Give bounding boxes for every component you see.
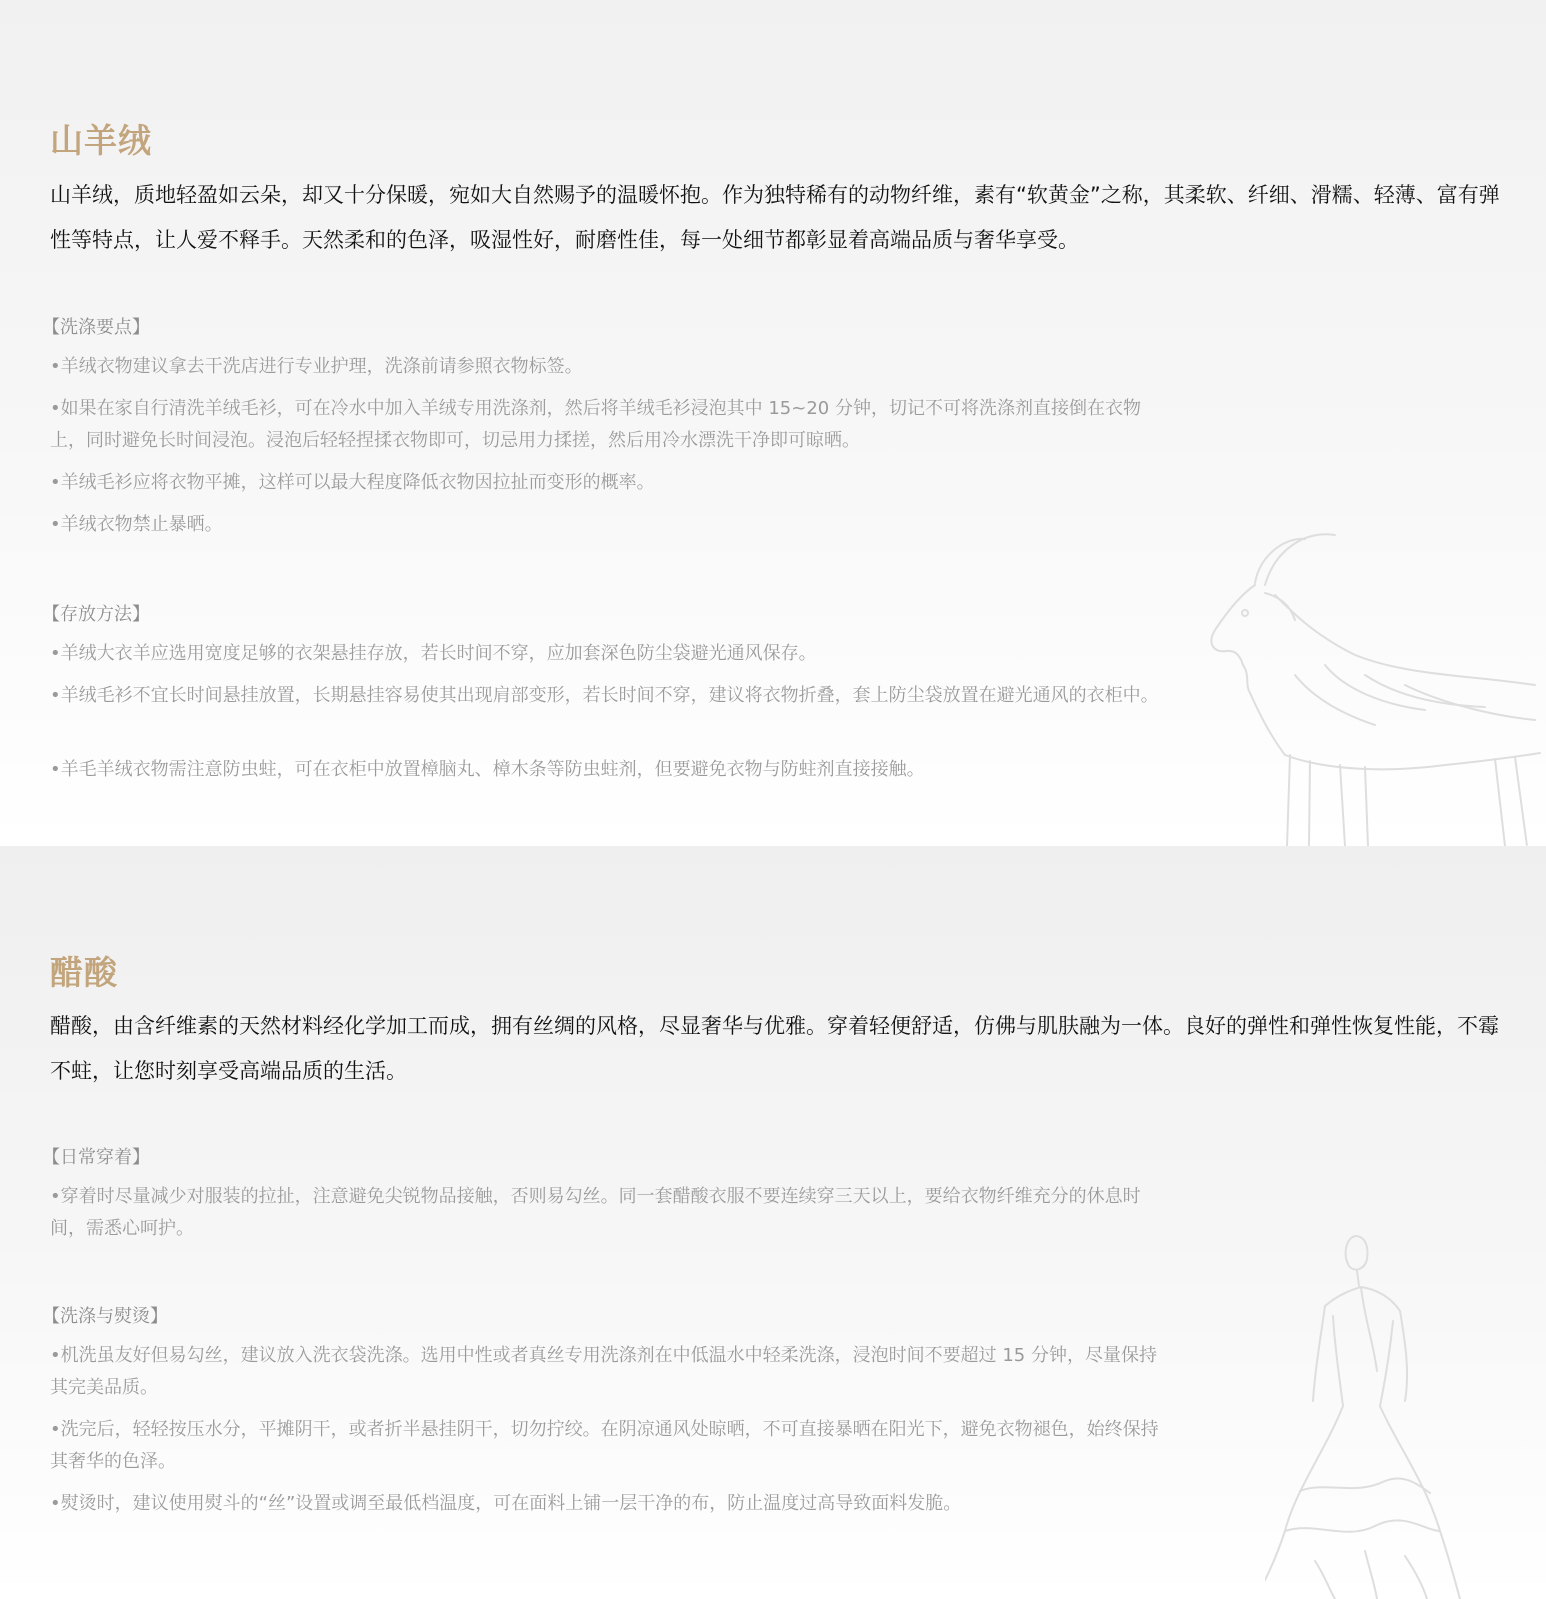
list-item: • 羊毛羊绒衣物需注意防虫蛀，可在衣柜中放置樟脑丸、樟木条等防虫蛀剂，但要避免衣物与防蛀剂直接接触。 (50, 754, 1160, 786)
group-heading-daily-wear: 【日常穿着】 (42, 1147, 150, 1168)
list-item: • 穿着时尽量减少对服装的拉扯，注意避免尖锐物品接触，否则易勾丝。同一套醋酸衣服不要连续穿三天以上，要给衣物纤维充分的休息时间，需悉心呵护。 (50, 1181, 1160, 1245)
section-intro: 山羊绒，质地轻盈如云朵，却又十分保暖，宛如大自然赐予的温暖怀抱。作为独特稀有的动物纤维，素有“软黄金”之称，其柔软、纤细、滑糯、轻薄、富有弹性等特点，让人爱不释手。天然柔和的色泽，吸湿性好，耐磨性佳，每一处细节都彰显着高端品质与奢华享受。 (50, 183, 1500, 252)
group-heading-washing: 【洗涤要点】 (42, 317, 150, 338)
section-title: 醋酸 (50, 953, 118, 992)
list-item: • 如果在家自行清洗羊绒毛衫，可在冷水中加入羊绒专用洗涤剂，然后将羊绒毛衫浸泡其中 15~20 分钟，切记不可将洗涤剂直接倒在衣物上，同时避免长时间浸泡。浸泡后轻轻捏揉衣物即可，切忌用力揉搓，然后用冷水漂洗干净即可晾晒。 (50, 393, 1160, 457)
list-item: • 洗完后，轻轻按压水分，平摊阴干，或者折半悬挂阴干，切勿拧绞。在阴凉通风处晾晒，不可直接暴晒在阳光下，避免衣物褪色，始终保持其奢华的色泽。 (50, 1414, 1160, 1478)
list-item: • 羊绒衣物建议拿去干洗店进行专业护理，洗涤前请参照衣物标签。 (50, 351, 1160, 383)
list-item: • 羊绒大衣羊应选用宽度足够的衣架悬挂存放，若长时间不穿，应加套深色防尘袋避光通风保存。 (50, 638, 1160, 670)
goat-illustration (1205, 525, 1546, 846)
list-item: • 机洗虽友好但易勾丝，建议放入洗衣袋洗涤。选用中性或者真丝专用洗涤剂在中低温水中轻柔洗涤，浸泡时间不要超过 15 分钟，尽量保持其完美品质。 (50, 1340, 1160, 1404)
section-title: 山羊绒 (50, 121, 152, 160)
list-item: • 羊绒毛衫不宜长时间悬挂放置，长期悬挂容易使其出现肩部变形，若长时间不穿，建议将衣物折叠，套上防尘袋放置在避光通风的衣柜中。 (50, 680, 1160, 712)
group-heading-storage: 【存放方法】 (42, 604, 150, 625)
fashion-figure-illustration (1265, 1231, 1465, 1599)
group-heading-wash-iron: 【洗涤与熨烫】 (42, 1306, 168, 1327)
list-item: • 羊绒毛衫应将衣物平摊，这样可以最大程度降低衣物因拉扯而变形的概率。 (50, 467, 1160, 499)
section-intro: 醋酸，由含纤维素的天然材料经化学加工而成，拥有丝绸的风格，尽显奢华与优雅。穿着轻便舒适，仿佛与肌肤融为一体。良好的弹性和弹性恢复性能，不霉不蛀，让您时刻享受高端品质的生活。 (50, 1014, 1499, 1083)
list-item: • 熨烫时，建议使用熨斗的“丝”设置或调至最低档温度，可在面料上铺一层干净的布，防止温度过高导致面料发脆。 (50, 1488, 1160, 1520)
list-item: • 羊绒衣物禁止暴晒。 (50, 509, 1160, 541)
acetate-section (0, 846, 1546, 1599)
